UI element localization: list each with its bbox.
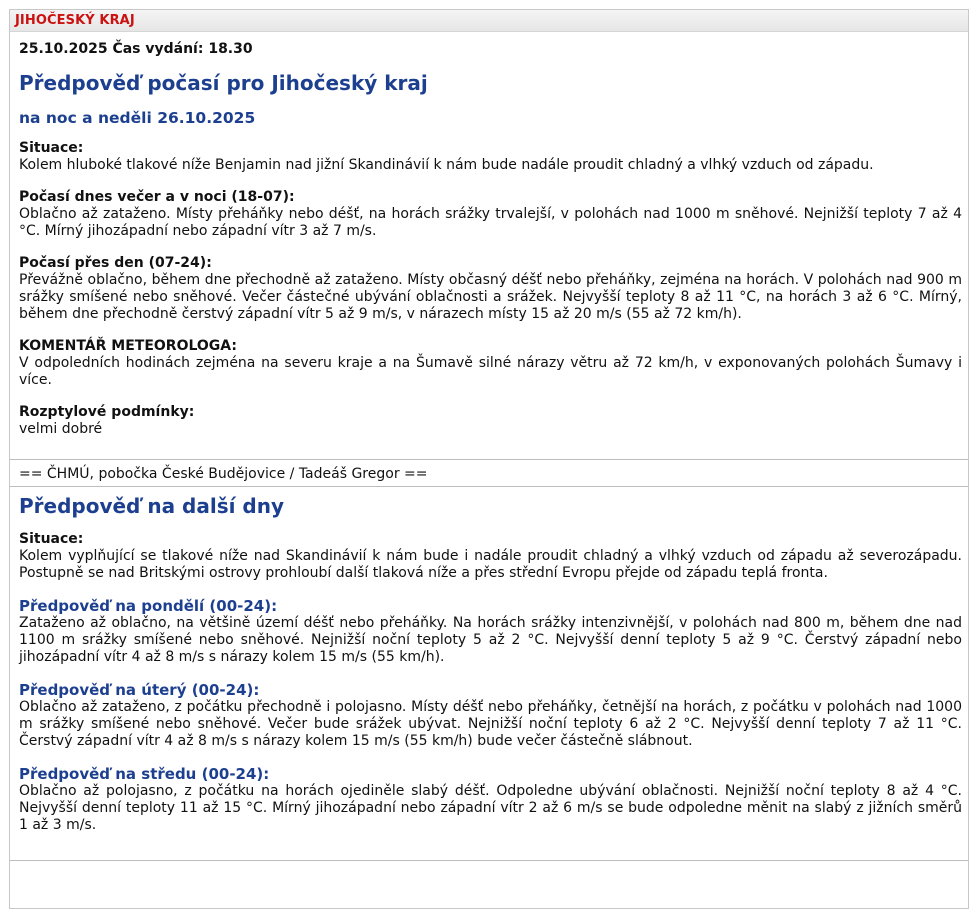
wednesday-section <box>19 765 962 834</box>
section-heading: Situace: <box>19 140 84 156</box>
outlook-title: Předpověď na další dny <box>19 494 285 518</box>
day-heading: Předpověď na pondělí (00-24): <box>19 597 278 615</box>
day-text: Zataženo až oblačno, na většině území déšť nebo přeháňky. Na horách srážky intenzivnější, v polohách nad 800 m, během dne nad 1100 m srážky smíšené nebo sněhové. Nejnižší noční teploty 5 až 2 °C. Nejvyšší denní teploty 5 až 9 °C. Čerstvý západní nebo jihozápadní vítr 4 až 8 m/s s nárazy kolem 15 m/s (55 km/h). <box>19 615 962 665</box>
section-heading: Počasí dnes večer a v noci (18-07): <box>19 189 295 205</box>
section-heading: Rozptylové podmínky: <box>19 404 195 420</box>
section-text: Převážně oblačno, během dne přechodně až zataženo. Místy občasný déšť nebo přeháňky, zejména na horách. V polohách nad 900 m srážky smíšené nebo sněhové. Večer částečné ubývání oblačnosti a srážek. Nejvyšší teploty 8 až 11 °C, na horách 3 až 6 °C. Mírný, během dne přechodně čerstvý západní vítr 5 až 9 m/s, v nárazech místy 15 až 20 m/s (55 až 72 km/h). <box>19 272 962 322</box>
section-heading: Situace: <box>19 531 84 547</box>
situation-section <box>19 140 962 174</box>
outlook-content <box>10 494 968 834</box>
daytime-section <box>19 255 962 323</box>
forecast-content <box>10 40 968 438</box>
section-text: V odpoledních hodinách zejména na severu kraje a na Šumavě silné nárazy větru až 72 km/h, v exponovaných polohách Šumavy i více. <box>19 355 962 388</box>
region-header: JIHOČESKÝ KRAJ <box>10 10 968 32</box>
section-heading: KOMENTÁŘ METEOROLOGA: <box>19 338 237 354</box>
dispersion-section <box>19 404 962 438</box>
day-text: Oblačno až zataženo, z počátku přechodně i polojasno. Místy déšť nebo přeháňky, četnější na horách, z počátku v polohách nad 1000 m srážky smíšené nebo sněhové. Večer bude srážek ubývat. Nejnižší noční teploty 6 až 2 °C. Nejvyšší denní teploty 7 až 11 °C. Čerstvý západní vítr 4 až 8 m/s s nárazy kolem 15 m/s (55 km/h) bude večer částečně slábnout. <box>19 699 962 749</box>
outlook-situation-section <box>19 531 962 582</box>
forecast-panel <box>9 9 969 909</box>
divider <box>10 860 968 861</box>
day-text: Oblačno až polojasno, z počátku na horách ojediněle slabý déšť. Odpoledne ubývání oblačnosti. Nejnižší noční teploty 8 až 4 °C. Nejvyšší denní teploty 11 až 15 °C. Mírný jihozápadní nebo západní vítr 2 až 6 m/s se bude odpoledne měnit na slabý z jižních směrů 1 až 3 m/s. <box>19 783 962 833</box>
tuesday-section <box>19 681 962 750</box>
monday-section <box>19 597 962 666</box>
forecast-period: na noc a neděli 26.10.2025 <box>19 109 256 127</box>
section-text: Oblačno až zataženo. Místy přeháňky nebo déšť, na horách srážky trvalejší, v polohách nad 1000 m sněhové. Nejnižší teploty 7 až 4 °C. Mírný jihozápadní nebo západní vítr 3 až 7 m/s. <box>19 206 962 239</box>
section-text: Kolem hluboké tlakové níže Benjamin nad jižní Skandinávií k nám bude nadále proudit chladný a vlhký vzduch od západu. <box>19 157 874 173</box>
day-heading: Předpověď na úterý (00-24): <box>19 681 260 699</box>
signature: == ČHMÚ, pobočka České Budějovice / Tadeáš Gregor == <box>19 466 428 482</box>
section-heading: Počasí přes den (07-24): <box>19 255 212 271</box>
page-title: Předpověď počasí pro Jihočeský kraj <box>19 71 428 95</box>
tonight-section <box>19 189 962 240</box>
meteorologist-comment-section <box>19 338 962 389</box>
divider <box>10 486 968 487</box>
section-text: Kolem vyplňující se tlakové níže nad Skandinávií k nám bude i nadále proudit chladný a vlhký vzduch od západu až severozápadu. Postupně se nad Britskými ostrovy prohloubí další tlaková níže a přes střední Evropu přejde od západu teplá fronta. <box>19 548 962 581</box>
day-heading: Předpověď na středu (00-24): <box>19 765 270 783</box>
issue-date: 25.10.2025 Čas vydání: 18.30 <box>19 41 253 57</box>
divider <box>10 459 968 460</box>
section-text: velmi dobré <box>19 421 103 437</box>
